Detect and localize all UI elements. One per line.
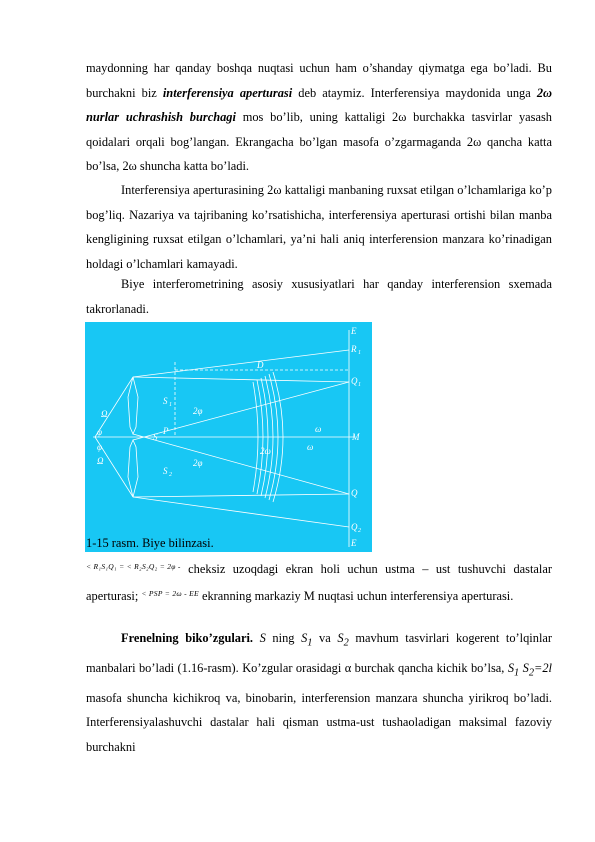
- paragraph-4: < R₁S₁Q₁ = < R₂S₂Q₂ = 2φ - cheksiz uzoqdagi ekran holi uchun ustma – ust tushuvchi dastalar aperturasi; < PSP = 2ω - EE ekranning markaziy M nuqtasi uchun interferensiya aperturasi.: [86, 555, 552, 608]
- label-R1-sub: 1: [358, 350, 361, 356]
- ray-to-R1: [133, 350, 349, 377]
- formula-angle-PSP: < PSP = 2ω - EE: [141, 588, 199, 598]
- label-R1: R: [351, 344, 357, 354]
- heading-fresnel-biprism: Frenelning biko’zgulari.: [121, 631, 254, 645]
- term-ray-angle: 2ω nurlar uchrashish burchagi: [86, 85, 552, 124]
- label-omega-2: ω: [307, 442, 314, 452]
- label-S1-sub: 1: [169, 402, 172, 408]
- lens-lower-half: [128, 440, 138, 497]
- label-S: S: [153, 432, 158, 442]
- ray-cross-down: [133, 434, 349, 494]
- label-2phi-bottom: 2φ: [193, 458, 203, 468]
- label-Omega-bottom: Ω: [97, 456, 104, 466]
- label-S2-sub: 2: [169, 472, 172, 478]
- paragraph-1: maydonning har qanday boshqa nuqtasi uchun ham o’shanday qiymatga ega bo’ladi. Bu burchakni biz interferensiya aperturasi deb ataymiz. Interferensiya maydonida unga 2ω nurlar uchrashish burchagi mos bo’lib, uning kattaligi 2ω burchakka tasvirlar yasash qoidalari orqali bog’langan. Ekrangacha bo’lgan masofa o’zgarmaganda 2ω qancha katta bo’lsa, 2ω shuncha katta bo’ladi.: [86, 61, 552, 173]
- label-Q2: Q: [351, 522, 358, 532]
- term-interference-aperture: interferensiya aperturasi: [162, 85, 293, 100]
- label-Q1: Q: [351, 376, 358, 386]
- label-M: M: [352, 432, 360, 442]
- label-phi-top: φ: [97, 427, 102, 437]
- label-Q2-sub: 2: [358, 528, 361, 534]
- label-D: D: [257, 360, 264, 370]
- label-E-bottom: E: [351, 538, 357, 548]
- label-S1: S: [163, 396, 168, 406]
- label-Q1-sub: 1: [358, 382, 361, 388]
- label-2phi-top: 2φ: [193, 406, 203, 416]
- paragraph-2: Interferensiya aperturasining 2ω kattaligi manbaning ruxsat etilgan o’lchamlariga ko’p bog’liq. Nazariya va tajribaning ko’rsatishicha, interferensiya aperturasi ortishi bilan manba kengligining ruxsat etilgan o’lchamlari, ya’ni hali aniq interferension manzara ko’rinadigan holdagi o’lchamlari kamayadi.: [86, 183, 552, 271]
- label-S2: S: [163, 466, 168, 476]
- label-Q: Q: [351, 488, 358, 498]
- figure-svg: [85, 322, 372, 552]
- paragraph-5: Frenelning biko’zgulari. S ning $S_1$ va $S_2$ mavhum tasvirlari kogerent to’lqinlar manbalari bo’ladi (1.16-rasm). Ko’zgular orasidagi α burchak qancha kichik bo’lsa, $S_1$ $S_2=2l$ masofa shuncha kichikroq va, binobarin, interferension manzara shuncha yirikroq bo’ladi. Interferensiyalashuvchi dastalar hali qisman ustma-ust tushaoladigan maksimal fazoviy burchakni: [86, 631, 553, 754]
- label-2omega: 2ω: [260, 446, 271, 456]
- ray-to-Q1: [133, 377, 349, 382]
- ray-to-Q2: [133, 494, 349, 497]
- ray-to-R2: [133, 497, 349, 527]
- lens-upper-half: [128, 377, 138, 434]
- label-P: P: [163, 426, 169, 436]
- label-Omega-top: Ω: [101, 409, 108, 419]
- figure-caption: 1-15 rasm. Biye bilinzasi.: [86, 536, 214, 550]
- label-E-top: E: [351, 326, 357, 336]
- biye-bilens-figure: [85, 322, 372, 552]
- paragraph-3: Biye interferometrining asosiy xususiyatlari har qanday interferension sxemada takrorlanadi.: [86, 277, 552, 316]
- formula-angle-R1S1Q1: < R₁S₁Q₁ = < R₂S₂Q₂ = 2φ -: [86, 562, 181, 571]
- label-omega-1: ω: [315, 424, 322, 434]
- label-phi-bottom: φ: [97, 442, 102, 452]
